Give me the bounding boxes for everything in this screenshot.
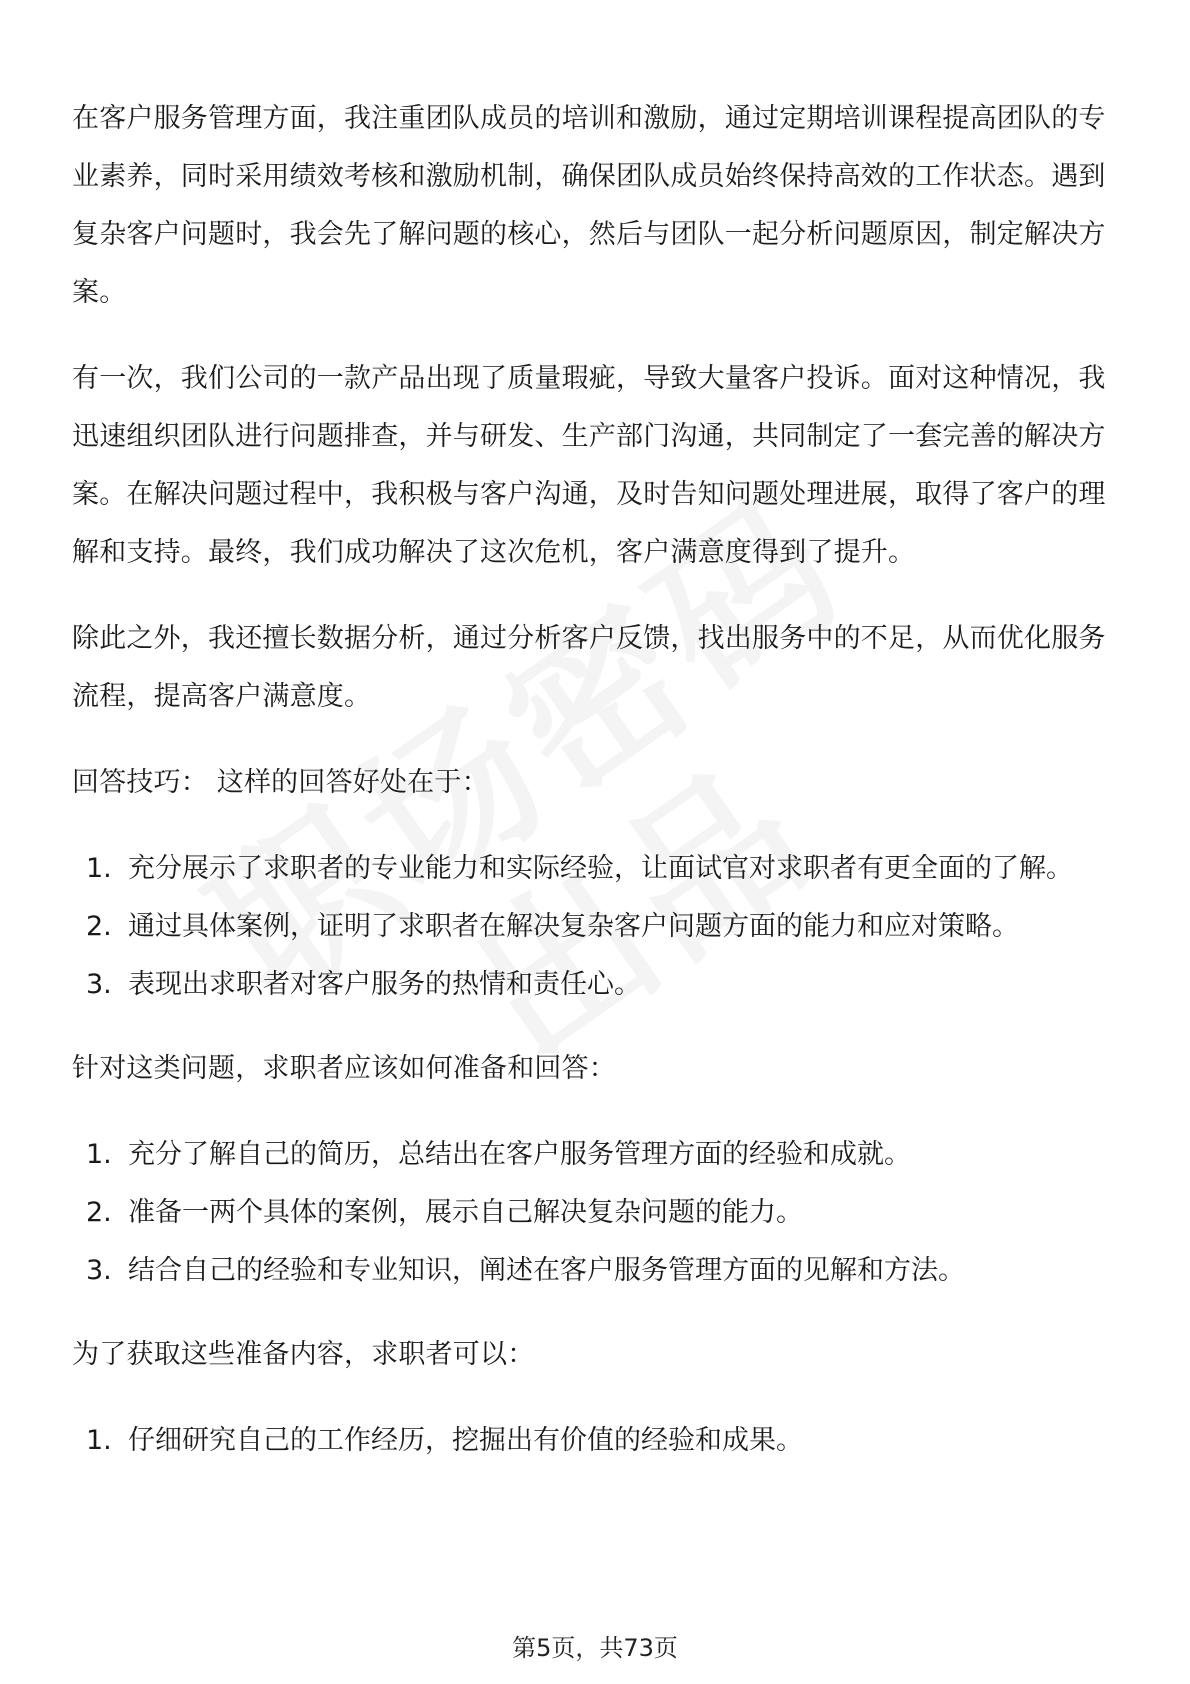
list-item-text: 通过具体案例，证明了求职者在解决复杂客户问题方面的能力和应对策略。 [128,911,1019,942]
list-item: 3. 结合自己的经验和专业知识，阐述在客户服务管理方面的见解和方法。 [86,1255,965,1286]
list-item: 2. 通过具体案例，证明了求职者在解决复杂客户问题方面的能力和应对策略。 [86,911,1019,942]
paragraph-2: 有一次，我们公司的一款产品出现了质量瑕疵，导致大量客户投诉。面对这种情况，我迅速组织团队进行问题排查，并与研发、生产部门沟通，共同制定了一套完善的解决方案。在解决问题过程中，我积极与客户沟通，及时告知问题处理进展，取得了客户的理解和支持。最终，我们成功解决了这次危机，客户满意度得到了提升。 [72,363,1106,568]
list-item-text: 充分展示了求职者的专业能力和实际经验，让面试官对求职者有更全面的了解。 [128,853,1073,884]
document-body [72,90,1120,1496]
paragraph-1: 在客户服务管理方面，我注重团队成员的培训和激励，通过定期培训课程提高团队的专业素养，同时采用绩效考核和激励机制，确保团队成员始终保持高效的工作状态。遇到复杂客户问题时，我会先了解问题的核心，然后与团队一起分析问题原因，制定解决方案。 [72,103,1106,308]
tips-list [72,840,1120,1014]
list-item-text: 充分了解自己的简历，总结出在客户服务管理方面的经验和成就。 [128,1139,911,1170]
list-item-text: 表现出求职者对客户服务的热情和责任心。 [128,969,641,1000]
obtain-list [72,1412,1120,1470]
list-item: 2. 准备一两个具体的案例，展示自己解决复杂问题的能力。 [86,1197,803,1228]
obtain-heading: 为了获取这些准备内容，求职者可以： [72,1339,535,1370]
paragraph-3: 除此之外，我还擅长数据分析，通过分析客户反馈，找出服务中的不足，从而优化服务流程，提高客户满意度。 [72,623,1106,712]
list-item: 1. 充分展示了求职者的专业能力和实际经验，让面试官对求职者有更全面的了解。 [86,853,1073,884]
tips-heading: 回答技巧： 这样的回答好处在于： [72,767,489,798]
list-item: 1. 充分了解自己的简历，总结出在客户服务管理方面的经验和成就。 [86,1139,911,1170]
list-item-text: 结合自己的经验和专业知识，阐述在客户服务管理方面的见解和方法。 [128,1255,965,1286]
list-item-text: 仔细研究自己的工作经历，挖掘出有价值的经验和成果。 [128,1425,803,1456]
list-item-text: 准备一两个具体的案例，展示自己解决复杂问题的能力。 [128,1197,803,1228]
prepare-list [72,1126,1120,1300]
list-item: 1. 仔细研究自己的工作经历，挖掘出有价值的经验和成果。 [86,1425,803,1456]
prepare-heading: 针对这类问题，求职者应该如何准备和回答： [72,1053,616,1084]
list-item: 3. 表现出求职者对客户服务的热情和责任心。 [86,969,641,1000]
page-number: 第5页，共73页 [512,1634,678,1662]
